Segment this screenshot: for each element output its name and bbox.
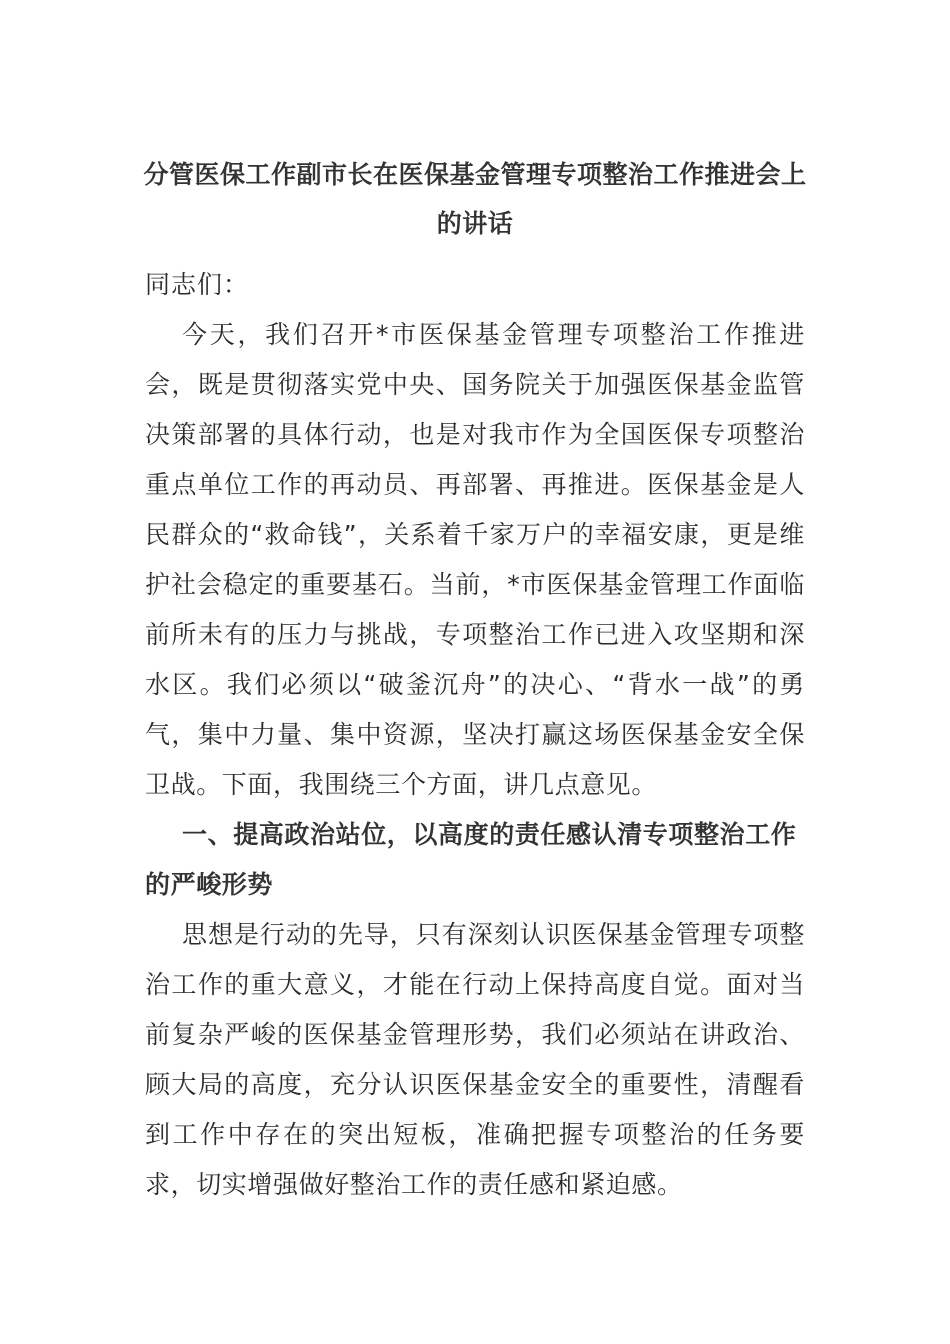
document-title: 分管医保工作副市长在医保基金管理专项整治工作推进会上的讲话 — [143, 160, 807, 238]
document-page — [145, 150, 805, 1210]
section-paragraph: 思想是行动的先导，只有深刻认识医保基金管理专项整治工作的重大意义，才能在行动上保持高度自觉。面对当前复杂严峻的医保基金管理形势，我们必须站在讲政治、顾大局的高度，充分认识医保基金安全的重要性，清醒看到工作中存在的突出短板，准确把握专项整治的任务要求，切实增强做好整治工作的责任感和紧迫感。 — [145, 920, 805, 1199]
salutation: 同志们： — [145, 270, 250, 299]
opening-paragraph: 今天，我们召开*市医保基金管理专项整治工作推进会，既是贯彻落实党中央、国务院关于加强医保基金监管决策部署的具体行动，也是对我市作为全国医保专项整治重点单位工作的再动员、再部署、再推进。医保基金是人民群众的“救命钱”，关系着千家万户的幸福安康，更是维护社会稳定的重要基石。当前，*市医保基金管理工作面临前所未有的压力与挑战，专项整治工作已进入攻坚期和深水区。我们必须以“破釜沉舟”的决心、“背水一战”的勇气，集中力量、集中资源，坚决打赢这场医保基金安全保卫战。下面，我围绕三个方面，讲几点意见。 — [145, 320, 805, 799]
section-heading: 一、提高政治站位，以高度的责任感认清专项整治工作的严峻形势 — [145, 820, 797, 899]
